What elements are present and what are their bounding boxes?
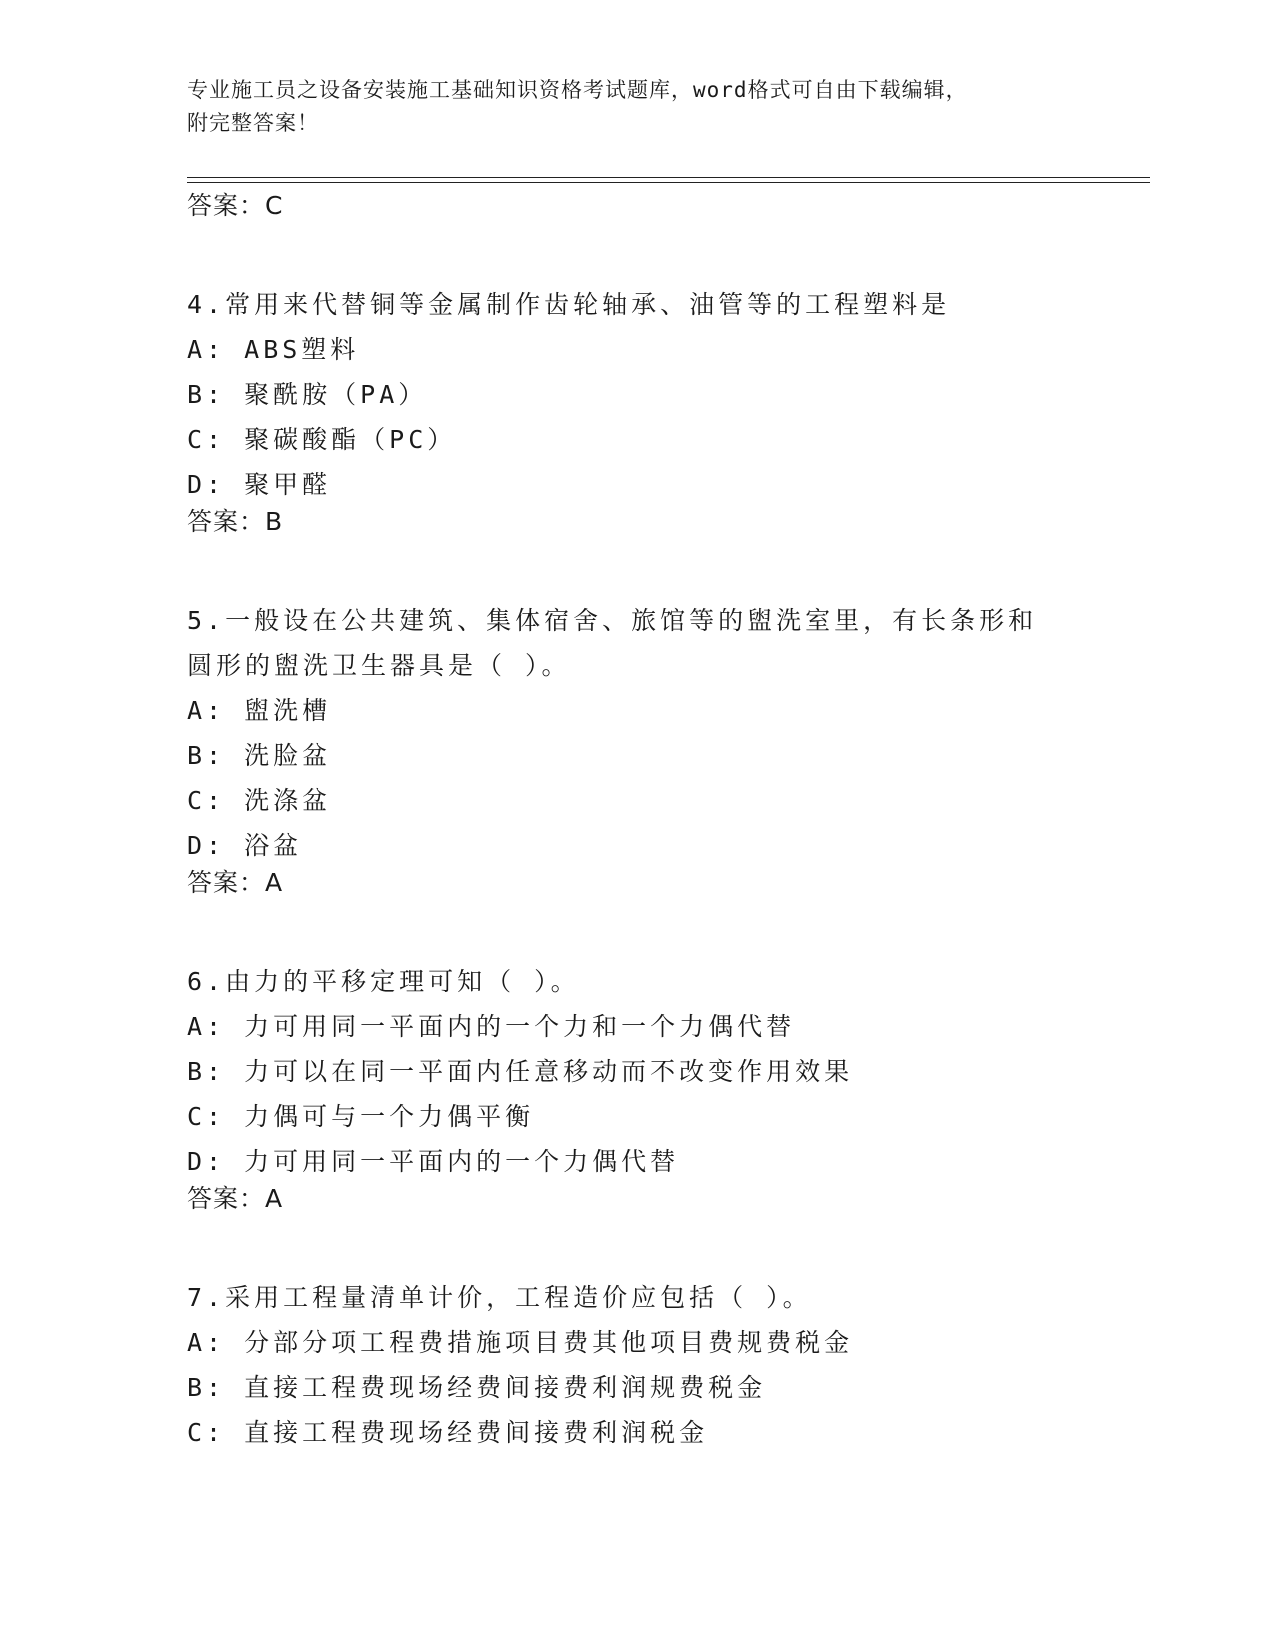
spacer xyxy=(187,913,1087,959)
option-b: B: 洗脸盆 xyxy=(187,741,332,770)
option-c: C: 力偶可与一个力偶平衡 xyxy=(187,1102,535,1131)
question-text-7: 7.采用工程量清单计价，工程造价应包括（ ）。 xyxy=(187,1283,812,1312)
header-divider-bottom xyxy=(187,182,1150,183)
option-d: D: 浴盆 xyxy=(187,831,303,860)
option-d: D: 聚甲醛 xyxy=(187,470,332,499)
option-a: A: 分部分项工程费措施项目费其他项目费规费税金 xyxy=(187,1328,854,1357)
header-divider-top xyxy=(187,177,1150,178)
answer-q4: 答案：B xyxy=(187,507,284,536)
spacer xyxy=(187,236,1087,282)
option-c: C: 直接工程费现场经费间接费利润税金 xyxy=(187,1418,709,1447)
option-b: B: 直接工程费现场经费间接费利润规费税金 xyxy=(187,1373,767,1402)
header-line-1: 专业施工员之设备安装施工基础知识资格考试题库，word格式可自由下载编辑， xyxy=(187,78,968,102)
option-d: D: 力可用同一平面内的一个力偶代替 xyxy=(187,1147,680,1176)
question-text-4: 4.常用来代替铜等金属制作齿轮轴承、油管等的工程塑料是 xyxy=(187,290,951,319)
question-text-6: 6.由力的平移定理可知（ ）。 xyxy=(187,967,580,996)
answer-q3: 答案：C xyxy=(187,191,284,220)
question-block-7 xyxy=(187,1275,1087,1455)
option-c: C: 聚碳酸酯（PC） xyxy=(187,425,457,454)
option-a: A: 盥洗槽 xyxy=(187,696,332,725)
option-b: B: 力可以在同一平面内任意移动而不改变作用效果 xyxy=(187,1057,854,1086)
spacer xyxy=(187,552,1087,598)
document-header xyxy=(187,74,1067,140)
option-a: A: 力可用同一平面内的一个力和一个力偶代替 xyxy=(187,1012,796,1041)
question-block-4 xyxy=(187,282,1087,552)
option-b: B: 聚酰胺（PA） xyxy=(187,380,428,409)
answer-q5: 答案：A xyxy=(187,868,284,897)
question-list xyxy=(187,191,1087,1455)
question-block-5 xyxy=(187,598,1087,913)
spacer xyxy=(187,1229,1087,1275)
option-c: C: 洗涤盆 xyxy=(187,786,332,815)
question-text-5: 5.一般设在公共建筑、集体宿舍、旅馆等的盥洗室里，有长条形和圆形的盥洗卫生器具是（ ）。 xyxy=(187,606,1038,680)
option-a: A: ABS塑料 xyxy=(187,335,360,364)
question-block-6 xyxy=(187,959,1087,1229)
header-line-2: 附完整答案！ xyxy=(187,111,319,135)
answer-q6: 答案：A xyxy=(187,1184,284,1213)
